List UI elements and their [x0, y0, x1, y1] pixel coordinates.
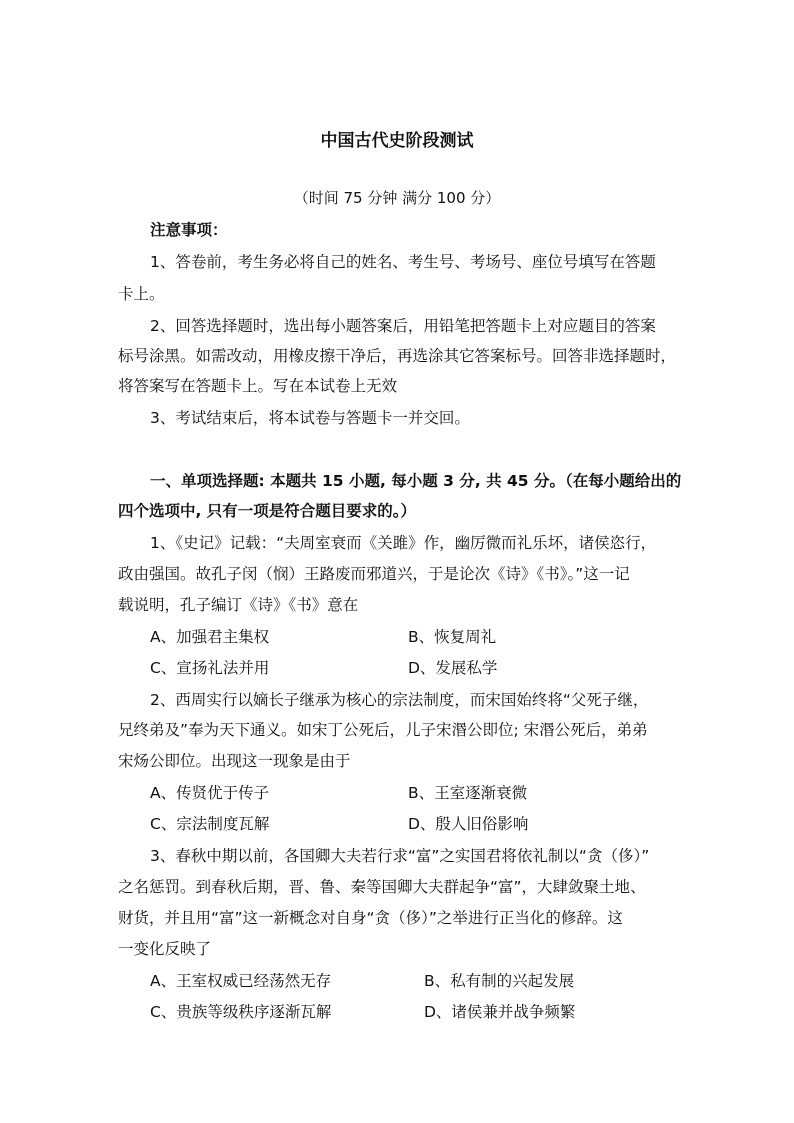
q1-option-b: B、恢复周礼: [408, 628, 497, 646]
section-heading-cont: 四个选项中, 只有一项是符合题目要求的。）: [118, 502, 417, 520]
question-1-cont2: 载说明，孔子编订《诗》《书》意在: [118, 596, 359, 614]
q2-option-c: C、宗法制度瓦解: [150, 815, 270, 833]
question-1-cont: 政由强国。故孔子闵（悯）王路废而邪道兴，于是论次《诗》《书》。”这一记: [118, 565, 630, 583]
q2-option-d: D、殷人旧俗影响: [408, 815, 529, 833]
page-title: 中国古代史阶段测试: [320, 131, 474, 151]
q3-option-a: A、王室权威已经荡然无存: [150, 972, 332, 990]
question-3-cont2: 财货，并且用“富”这一新概念对自身“贪（侈）”之举进行正当化的修辞。这: [118, 909, 623, 927]
notice-item-1-cont: 卡上。: [118, 285, 165, 303]
q3-option-c: C、贵族等级秩序逐渐瓦解: [150, 1003, 332, 1021]
notice-item-3: 3、考试结束后，将本试卷与答题卡一并交回。: [150, 409, 470, 427]
q3-option-d: D、诸侯兼并战争频繁: [424, 1003, 576, 1021]
question-2-cont: 兄终弟及”奉为天下通义。如宋丁公死后，儿子宋湣公即位; 宋湣公死后，弟弟: [118, 721, 648, 739]
q1-option-a: A、加强君主集权: [150, 628, 270, 646]
q2-option-b: B、王室逐渐衰微: [408, 784, 528, 802]
section-heading: 一、单项选择题: 本题共 15 小题, 每小题 3 分, 共 45 分。（在每小题给出的: [150, 472, 682, 490]
q2-option-a: A、传贤优于传子: [150, 784, 270, 802]
q1-option-c: C、宣扬礼法并用: [150, 659, 270, 677]
notice-item-1: 1、答卷前，考生务必将自己的姓名、考生号、考场号、座位号填写在答题: [150, 253, 656, 271]
question-2: 2、西周实行以嫡长子继承为核心的宗法制度，而宋国始终将“父死子继，: [150, 691, 649, 709]
notice-heading: 注意事项：: [150, 221, 228, 239]
question-2-cont2: 宋炀公即位。出现这一现象是由于: [118, 752, 351, 770]
q3-option-b: B、私有制的兴起发展: [424, 972, 575, 990]
question-1: 1、《史记》记载：“夫周室衰而《关雎》作，幽厉微而礼乐坏，诸侯恣行，: [150, 534, 657, 552]
q1-option-d: D、发展私学: [408, 659, 498, 677]
notice-item-2-cont2: 将答案写在答题卡上。写在本试卷上无效: [118, 377, 398, 395]
exam-info: （时间 75 分钟 满分 100 分）: [293, 189, 501, 207]
notice-item-2: 2、回答选择题时，选出每小题答案后，用铅笔把答题卡上对应题目的答案: [150, 317, 656, 335]
question-3: 3、春秋中期以前，各国卿大夫若行求“富”之实国君将依礼制以“贪（侈）”: [150, 847, 650, 865]
question-3-cont3: 一变化反映了: [118, 940, 212, 958]
notice-item-2-cont: 标号涂黑。如需改动，用橡皮擦干净后，再选涂其它答案标号。回答非选择题时，: [118, 347, 677, 365]
question-3-cont: 之名惩罚。到春秋后期，晋、鲁、秦等国卿大夫群起争“富”，大肆敛聚土地、: [118, 878, 646, 896]
